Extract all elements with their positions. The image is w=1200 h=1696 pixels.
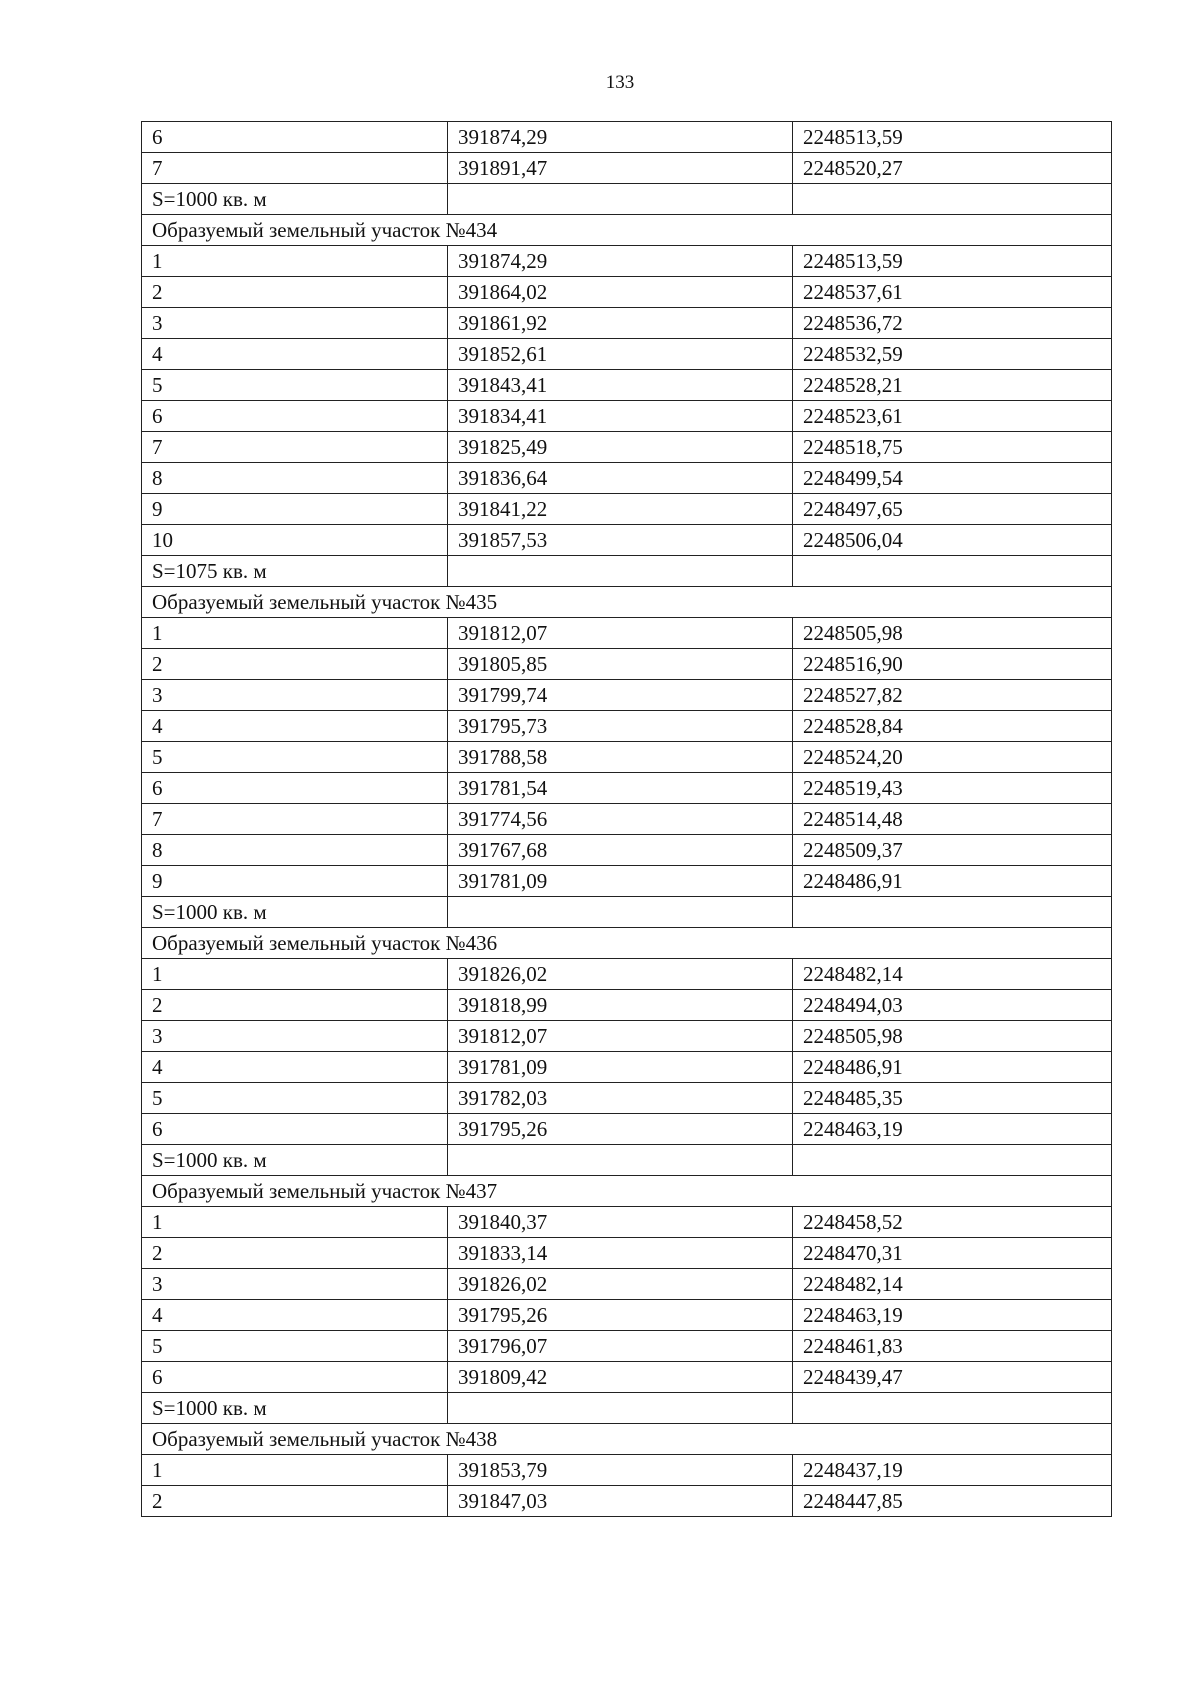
table-row xyxy=(142,804,1112,835)
y-coordinate-cell: 2248518,75 xyxy=(793,432,1112,463)
y-coordinate-cell: 2248439,47 xyxy=(793,1362,1112,1393)
y-coordinate-cell: 2248463,19 xyxy=(793,1114,1112,1145)
table-row xyxy=(142,494,1112,525)
area-row xyxy=(142,184,1112,215)
area-cell: S=1000 кв. м xyxy=(142,897,448,928)
table-row xyxy=(142,711,1112,742)
x-coordinate-cell: 391767,68 xyxy=(448,835,793,866)
area-row xyxy=(142,1145,1112,1176)
point-number-cell: 7 xyxy=(142,153,448,184)
parcel-title-cell: Образуемый земельный участок №438 xyxy=(142,1424,1112,1455)
point-number-cell: 6 xyxy=(142,401,448,432)
x-coordinate-cell: 391796,07 xyxy=(448,1331,793,1362)
parcel-header-row xyxy=(142,928,1112,959)
point-number-cell: 3 xyxy=(142,1021,448,1052)
point-number-cell: 4 xyxy=(142,339,448,370)
point-number-cell: 5 xyxy=(142,1083,448,1114)
table-row xyxy=(142,153,1112,184)
point-number-cell: 3 xyxy=(142,680,448,711)
empty-cell xyxy=(448,1393,793,1424)
x-coordinate-cell: 391843,41 xyxy=(448,370,793,401)
y-coordinate-cell: 2248528,84 xyxy=(793,711,1112,742)
x-coordinate-cell: 391781,09 xyxy=(448,866,793,897)
table-row xyxy=(142,1021,1112,1052)
table-row xyxy=(142,649,1112,680)
x-coordinate-cell: 391874,29 xyxy=(448,246,793,277)
point-number-cell: 2 xyxy=(142,649,448,680)
y-coordinate-cell: 2248505,98 xyxy=(793,1021,1112,1052)
x-coordinate-cell: 391805,85 xyxy=(448,649,793,680)
y-coordinate-cell: 2248509,37 xyxy=(793,835,1112,866)
parcel-title-cell: Образуемый земельный участок №437 xyxy=(142,1176,1112,1207)
table-row xyxy=(142,122,1112,153)
table-row xyxy=(142,680,1112,711)
x-coordinate-cell: 391781,09 xyxy=(448,1052,793,1083)
point-number-cell: 9 xyxy=(142,494,448,525)
point-number-cell: 4 xyxy=(142,711,448,742)
point-number-cell: 2 xyxy=(142,277,448,308)
x-coordinate-cell: 391847,03 xyxy=(448,1486,793,1517)
table-row xyxy=(142,1238,1112,1269)
table-row xyxy=(142,835,1112,866)
point-number-cell: 2 xyxy=(142,1238,448,1269)
y-coordinate-cell: 2248513,59 xyxy=(793,246,1112,277)
point-number-cell: 5 xyxy=(142,1331,448,1362)
empty-cell xyxy=(793,897,1112,928)
x-coordinate-cell: 391891,47 xyxy=(448,153,793,184)
table-row xyxy=(142,1455,1112,1486)
y-coordinate-cell: 2248486,91 xyxy=(793,866,1112,897)
point-number-cell: 2 xyxy=(142,990,448,1021)
point-number-cell: 3 xyxy=(142,1269,448,1300)
point-number-cell: 10 xyxy=(142,525,448,556)
area-row xyxy=(142,1393,1112,1424)
area-cell: S=1075 кв. м xyxy=(142,556,448,587)
parcel-title-cell: Образуемый земельный участок №435 xyxy=(142,587,1112,618)
page-number: 133 xyxy=(605,72,635,93)
y-coordinate-cell: 2248532,59 xyxy=(793,339,1112,370)
table-row xyxy=(142,959,1112,990)
x-coordinate-cell: 391818,99 xyxy=(448,990,793,1021)
parcel-title-cell: Образуемый земельный участок №434 xyxy=(142,215,1112,246)
area-row xyxy=(142,897,1112,928)
table-row xyxy=(142,1362,1112,1393)
table-row xyxy=(142,1331,1112,1362)
point-number-cell: 5 xyxy=(142,370,448,401)
x-coordinate-cell: 391812,07 xyxy=(448,1021,793,1052)
x-coordinate-cell: 391826,02 xyxy=(448,1269,793,1300)
point-number-cell: 8 xyxy=(142,835,448,866)
x-coordinate-cell: 391861,92 xyxy=(448,308,793,339)
point-number-cell: 5 xyxy=(142,742,448,773)
y-coordinate-cell: 2248516,90 xyxy=(793,649,1112,680)
x-coordinate-cell: 391852,61 xyxy=(448,339,793,370)
empty-cell xyxy=(793,184,1112,215)
x-coordinate-cell: 391864,02 xyxy=(448,277,793,308)
y-coordinate-cell: 2248494,03 xyxy=(793,990,1112,1021)
point-number-cell: 7 xyxy=(142,432,448,463)
x-coordinate-cell: 391833,14 xyxy=(448,1238,793,1269)
y-coordinate-cell: 2248505,98 xyxy=(793,618,1112,649)
point-number-cell: 3 xyxy=(142,308,448,339)
table-row xyxy=(142,1300,1112,1331)
coordinates-table-body xyxy=(142,122,1112,1517)
empty-cell xyxy=(793,1145,1112,1176)
point-number-cell: 2 xyxy=(142,1486,448,1517)
x-coordinate-cell: 391774,56 xyxy=(448,804,793,835)
table-row xyxy=(142,339,1112,370)
y-coordinate-cell: 2248458,52 xyxy=(793,1207,1112,1238)
y-coordinate-cell: 2248437,19 xyxy=(793,1455,1112,1486)
area-cell: S=1000 кв. м xyxy=(142,1145,448,1176)
table-row xyxy=(142,1052,1112,1083)
y-coordinate-cell: 2248461,83 xyxy=(793,1331,1112,1362)
table-row xyxy=(142,463,1112,494)
x-coordinate-cell: 391834,41 xyxy=(448,401,793,432)
table-row xyxy=(142,866,1112,897)
table-row xyxy=(142,1486,1112,1517)
table-row xyxy=(142,1207,1112,1238)
y-coordinate-cell: 2248520,27 xyxy=(793,153,1112,184)
y-coordinate-cell: 2248537,61 xyxy=(793,277,1112,308)
point-number-cell: 4 xyxy=(142,1300,448,1331)
table-row xyxy=(142,525,1112,556)
y-coordinate-cell: 2248536,72 xyxy=(793,308,1112,339)
x-coordinate-cell: 391853,79 xyxy=(448,1455,793,1486)
x-coordinate-cell: 391799,74 xyxy=(448,680,793,711)
table-row xyxy=(142,308,1112,339)
x-coordinate-cell: 391840,37 xyxy=(448,1207,793,1238)
y-coordinate-cell: 2248506,04 xyxy=(793,525,1112,556)
x-coordinate-cell: 391874,29 xyxy=(448,122,793,153)
table-row xyxy=(142,246,1112,277)
point-number-cell: 9 xyxy=(142,866,448,897)
table-row xyxy=(142,1269,1112,1300)
table-row xyxy=(142,432,1112,463)
x-coordinate-cell: 391795,73 xyxy=(448,711,793,742)
x-coordinate-cell: 391841,22 xyxy=(448,494,793,525)
point-number-cell: 1 xyxy=(142,246,448,277)
y-coordinate-cell: 2248486,91 xyxy=(793,1052,1112,1083)
parcel-header-row xyxy=(142,1176,1112,1207)
y-coordinate-cell: 2248523,61 xyxy=(793,401,1112,432)
table-row xyxy=(142,277,1112,308)
empty-cell xyxy=(448,897,793,928)
point-number-cell: 6 xyxy=(142,122,448,153)
x-coordinate-cell: 391812,07 xyxy=(448,618,793,649)
parcel-title-cell: Образуемый земельный участок №436 xyxy=(142,928,1112,959)
point-number-cell: 7 xyxy=(142,804,448,835)
area-cell: S=1000 кв. м xyxy=(142,184,448,215)
table-row xyxy=(142,990,1112,1021)
x-coordinate-cell: 391795,26 xyxy=(448,1114,793,1145)
point-number-cell: 1 xyxy=(142,1455,448,1486)
empty-cell xyxy=(448,184,793,215)
x-coordinate-cell: 391782,03 xyxy=(448,1083,793,1114)
point-number-cell: 1 xyxy=(142,618,448,649)
x-coordinate-cell: 391809,42 xyxy=(448,1362,793,1393)
point-number-cell: 6 xyxy=(142,773,448,804)
parcel-header-row xyxy=(142,215,1112,246)
y-coordinate-cell: 2248497,65 xyxy=(793,494,1112,525)
point-number-cell: 6 xyxy=(142,1362,448,1393)
empty-cell xyxy=(448,556,793,587)
x-coordinate-cell: 391795,26 xyxy=(448,1300,793,1331)
y-coordinate-cell: 2248528,21 xyxy=(793,370,1112,401)
x-coordinate-cell: 391781,54 xyxy=(448,773,793,804)
table-row xyxy=(142,370,1112,401)
x-coordinate-cell: 391825,49 xyxy=(448,432,793,463)
y-coordinate-cell: 2248519,43 xyxy=(793,773,1112,804)
y-coordinate-cell: 2248470,31 xyxy=(793,1238,1112,1269)
point-number-cell: 1 xyxy=(142,959,448,990)
y-coordinate-cell: 2248482,14 xyxy=(793,1269,1112,1300)
x-coordinate-cell: 391788,58 xyxy=(448,742,793,773)
table-row xyxy=(142,1114,1112,1145)
x-coordinate-cell: 391826,02 xyxy=(448,959,793,990)
x-coordinate-cell: 391857,53 xyxy=(448,525,793,556)
table-row xyxy=(142,401,1112,432)
table-row xyxy=(142,773,1112,804)
point-number-cell: 6 xyxy=(142,1114,448,1145)
y-coordinate-cell: 2248447,85 xyxy=(793,1486,1112,1517)
empty-cell xyxy=(793,556,1112,587)
area-row xyxy=(142,556,1112,587)
y-coordinate-cell: 2248514,48 xyxy=(793,804,1112,835)
y-coordinate-cell: 2248527,82 xyxy=(793,680,1112,711)
x-coordinate-cell: 391836,64 xyxy=(448,463,793,494)
y-coordinate-cell: 2248463,19 xyxy=(793,1300,1112,1331)
table-row xyxy=(142,1083,1112,1114)
y-coordinate-cell: 2248499,54 xyxy=(793,463,1112,494)
point-number-cell: 4 xyxy=(142,1052,448,1083)
y-coordinate-cell: 2248524,20 xyxy=(793,742,1112,773)
point-number-cell: 8 xyxy=(142,463,448,494)
empty-cell xyxy=(448,1145,793,1176)
empty-cell xyxy=(793,1393,1112,1424)
coordinates-table xyxy=(141,121,1112,1517)
area-cell: S=1000 кв. м xyxy=(142,1393,448,1424)
table-row xyxy=(142,742,1112,773)
table-row xyxy=(142,618,1112,649)
y-coordinate-cell: 2248485,35 xyxy=(793,1083,1112,1114)
parcel-header-row xyxy=(142,587,1112,618)
y-coordinate-cell: 2248482,14 xyxy=(793,959,1112,990)
point-number-cell: 1 xyxy=(142,1207,448,1238)
parcel-header-row xyxy=(142,1424,1112,1455)
y-coordinate-cell: 2248513,59 xyxy=(793,122,1112,153)
